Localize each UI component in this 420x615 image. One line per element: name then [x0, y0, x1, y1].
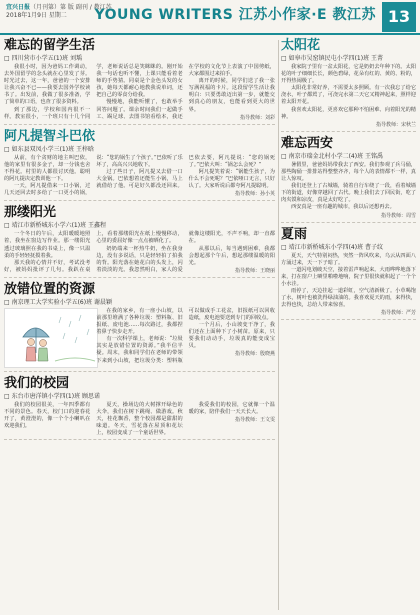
article-paragraph: 慢慢地，我能听懂了，也敢举手回答问题了。课余时间我们一起做手工、踢足球、去图书馆看绘本，我还在学校的文化节上表演了中国剪纸，大家都围过来拍手。	[96, 64, 275, 120]
article-paragraph: 我家院子里有一盆太阳花，它是奶奶去年种下的。太阳花的叶子细细长长，颜色碧绿，花朵有红的、黄的、粉的，开得热闹极了。	[281, 64, 416, 85]
article-title: 阿凡提智斗巴依	[4, 128, 96, 144]
advisor-credit: 指导教师：刘彩	[239, 114, 275, 121]
article-byline: □ 南京市瑞金北村小学二(4)班 王铭禹	[281, 152, 383, 160]
edition-name: 宜兴日报	[6, 4, 31, 11]
girls-umbrella-illustration	[4, 308, 98, 368]
article-byline: □ 南京理工大学实验小学五(6)班 谢晨颖	[4, 298, 112, 306]
column-brand: YOUNG WRITERS 江苏小作家·E 教江苏	[94, 7, 376, 23]
article-byline: □ 四川营市小学五(1)班 刘瑀	[4, 55, 82, 62]
edition-detail: （月刊第）第 版 副刊 / 教江苏	[30, 4, 112, 11]
article-byline: □ 如东县双凤小学三(1)班 王梓晗	[4, 145, 94, 153]
article-paragraph: 过了些日子，阿凡提又去借一口大金锅。巴依想着还能生小锅，马上就借给了他。可是好久都没还回来。巴依去要，阿凡提说：“您的锅死了。”巴依大叫：“锅怎么会死？”	[96, 154, 275, 190]
article-b2	[281, 136, 416, 223]
article-body	[281, 162, 416, 220]
article-body	[4, 402, 275, 437]
article-paragraph: 雨停了，天边挂起一道彩虹，空气清新极了。小草喝饱了水，树叶也被洗得绿油油的。我喜欢夏天的雨，来得快，去得也快，总给人带来惊喜。	[281, 288, 416, 309]
article-title: 难忘的留学生活	[4, 38, 96, 53]
article-a3	[4, 205, 275, 278]
article-paragraph: 我很小时，因为爸妈工作调动，去外国留学的念头就在心里发了芽。时光过去，这一年，爸爸的一个安排让我兴奋不已——我要去国外学校读书了。出发前，我做了很多准备，学了简单的口语，也查了很多资料。	[4, 64, 91, 106]
article-paragraph: 离开的时候，同学们送了我一张写满祝福的卡片。这段留学生活让我明白：只要勇敢迈出第一步，就能交到真心的朋友，也能看到更大的世界。	[188, 78, 275, 113]
article-paragraph: 奶奶端来一杯热牛奶，坐在我身边，没有多说话，只是轻轻拍了拍我的背。阳光落在她花白的头发上，闪着淡淡的光。我忽然明白，家人的爱就像这缕阳光，不声不响，却一直都在。	[96, 231, 275, 273]
article-b3	[281, 227, 416, 321]
article-paragraph: 夏天，天气特别闷热，突然一阵风吹来，乌云从四面八方涌过来，天一下子暗了。	[281, 252, 416, 266]
article-b1	[281, 38, 416, 132]
article-body	[4, 155, 275, 199]
article-paragraph: 我们还登上了古城墙，骑着自行车绕了一段，看着城墙下的街道，好像穿越回了古代。晚上我们去了回民街，吃了肉夹馍和凉皮，真是太好吃了。	[281, 183, 416, 204]
header-rule	[0, 33, 420, 35]
article-paragraph: 一个月后，小山坡变干净了，我们还在上面种下了小树苗。原来，只要我们动动手，垃圾真的能变成宝贝。	[188, 322, 275, 350]
article-a4	[4, 282, 275, 372]
article-paragraph: 暑假里，爸爸妈妈带我去了西安。我们参观了兵马俑，那些陶俑一排排站得整整齐齐，每个人的表情都不一样，真让人惊叹。	[281, 161, 416, 183]
article-title: 我们的校园	[4, 375, 70, 391]
article-body	[281, 253, 416, 318]
article-byline: □ 靖江市新桥城东小学六(1)班 王鑫程	[4, 222, 106, 230]
article-paragraph: 夏天，操场边的大树撑开绿色的大伞，我们在树下跳绳、做游戏。秋天，桂花飘香，整个校园都是甜甜的味道。冬天，雪花落在屋顶和花坛上，校园变成了一个童话世界。	[96, 401, 183, 437]
article-paragraph: 有一次科学课上，老师说：“垃圾其实是放错位置的资源。”我半信半疑。周末，我和同学们在老师的带领下来到小山坡，把垃圾分类：塑料瓶可以做成手工花盆，旧报纸可以回收造纸，废电池要送到专门的回收点。	[96, 307, 275, 364]
article-paragraph: 阿凡提笑着说：“锅能生孩子，为什么不会死呢？”巴依哑口无言，只好认了。大家听说后都夸阿凡提聪明。	[188, 168, 275, 190]
article-paragraph: 那天我的心情并不好，考试没考好，被妈妈批评了几句。我趴在桌上，看着那缕阳光在纸上慢慢移动，心里的委屈好像一点点被晒化了。	[4, 231, 183, 273]
article-a1	[4, 38, 275, 125]
article-paragraph: 从那以后，每当遇到困难，我都会想起那个午后，想起那缕温暖的阳光。	[188, 245, 275, 266]
article-body	[281, 64, 416, 129]
advisor-credit: 指导教师：周雪	[380, 212, 416, 219]
article-title: 夏雨	[281, 226, 308, 242]
article-paragraph: 一天，阿凡提借来一口小锅，过几天还回去时多给了一口更小的锅，说：“您的锅生了个孩子。”巴依听了乐坏了，高高兴兴地收下。	[4, 154, 183, 197]
advisor-credit: 指导教师：王晓丽	[234, 267, 275, 274]
article-body	[4, 231, 275, 275]
article-title: 太阳花	[281, 38, 321, 53]
article-title: 难忘西安	[281, 135, 334, 151]
article-byline: □ 东台市唐洋镇小学四(1)班 顾思诺	[4, 392, 100, 400]
advisor-credit: 指导教师：殷晓燕	[234, 351, 275, 358]
article-a2	[4, 129, 275, 202]
advisor-credit: 指导教师：宋秋兰	[375, 121, 416, 128]
advisor-credit: 指导教师：王文雯	[234, 417, 275, 424]
article-paragraph: 一个冬日的午后，太阳暖暖地照着，我坐在窗边写作业。那一缕阳光透过玻璃照在我的书桌上，像一只温柔的手轻轻抚摸着我。	[4, 231, 91, 259]
article-paragraph: 从前，有个贪财的地主叫巴依，他的家里有很多金子，却一分钱也舍不得花。村里的人都很讨厌他。聪明的阿凡提决定教训他一下。	[4, 154, 91, 183]
article-a5	[4, 376, 275, 440]
article-paragraph: 我爱我们的校园，它就像一个温暖的家，陪伴我们一天天长大。	[188, 401, 275, 416]
left-column	[4, 36, 275, 615]
page-number: 13	[382, 2, 416, 32]
article-title: 那缕阳光	[4, 205, 57, 221]
article-byline: □ 靖江市新桥城东小学四(4)班 曹子纹	[281, 243, 383, 251]
advisor-credit: 指导教师：孙小英	[234, 191, 275, 198]
publish-date: 2018年1月9日 星期二	[6, 12, 67, 19]
article-byline: □ 如皋市吴窑镇民屯小学四(1)班 王菁	[281, 55, 383, 62]
advisor-credit: 指导教师：严芳	[380, 310, 416, 317]
article-paragraph: 西安真是一座有趣的城市，我以后还想再去。	[291, 204, 395, 211]
article-paragraph: 我们的校园很美，一年四季都有不同的景色。春天，校门口的迎春花开了，黄澄澄的，像一个个小喇叭在欢迎我们。	[4, 401, 91, 430]
article-paragraph: 到了那边，学校和国内很不一样。教室很小，一个班只有十几个同学，老师说话总是笑眯眯的。刚开始我一句话也听不懂，上课只能看着老师的手势猜。同桌是个金色头发的女孩，她每天都耐心地教我说单词，还把自己的零食分给我。	[4, 64, 183, 120]
article-body	[4, 64, 275, 122]
column-divider	[278, 40, 279, 610]
article-paragraph: 太阳花非常好养，不需要太多照顾。有一次我忘了给它浇水，叶子都蔫了，可浇完水第二天它又精神起来，照样迎着太阳开花。	[281, 85, 416, 106]
article-paragraph: 在我的家乡，有一座小山坡，以前那里堆满了各种垃圾：塑料瓶、旧报纸、废电池……每次路过，我都捏着鼻子快步走开。	[96, 307, 183, 336]
article-paragraph: 一道闪电划破天空，接着雷声响起来。大雨哗哗地落下来，打在窗户上噼里啪啦地响，院子里很快就积起了一个个小水洼。	[281, 266, 416, 287]
article-body	[4, 308, 275, 369]
article-title: 放错位置的资源	[4, 281, 96, 297]
right-column	[281, 36, 416, 615]
page-header	[0, 0, 420, 36]
article-paragraph: 我喜欢太阳花，更喜欢它那种不怕困难、向着阳光的精神。	[281, 106, 416, 120]
